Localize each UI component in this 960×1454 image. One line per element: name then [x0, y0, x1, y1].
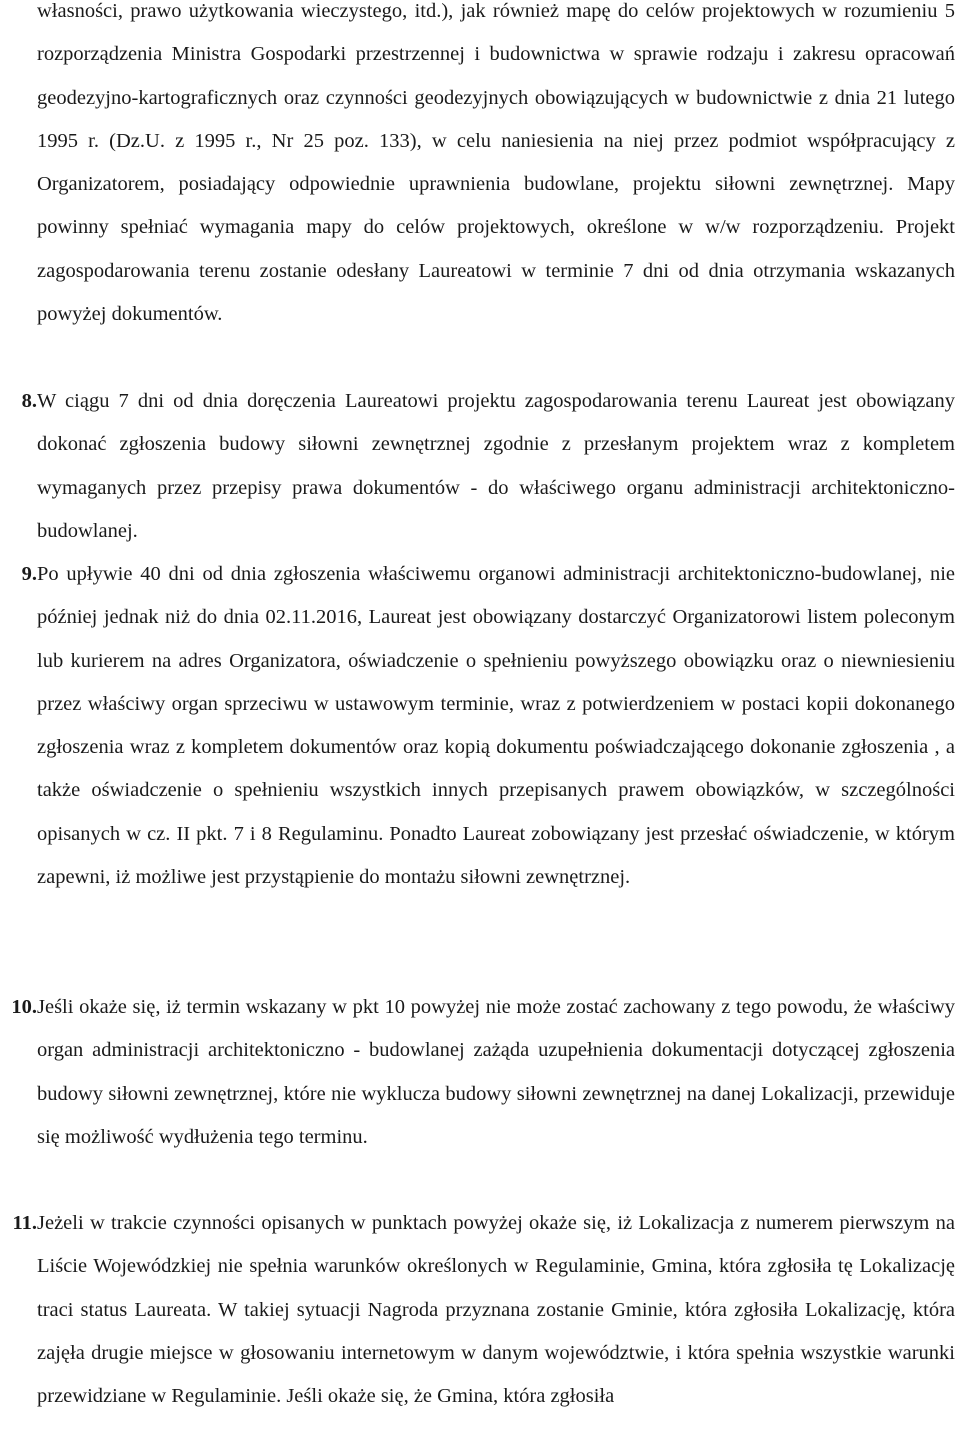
- list-item-11: [0, 1202, 955, 1418]
- list-item-8: [0, 380, 955, 553]
- item-text: Jeżeli w trakcie czynności opisanych w punktach powyżej okaże się, iż Lokalizacja z numerem pierwszym na Liście Wojewódzkiej nie spełnia warunków określonych w Regulaminie, Gmina, która zgłosiła tę Lokalizację traci status Laureata. W takiej sytuacji Nagroda przyznana zostanie Gminie, która zgłosiła Lokalizację, która zajęła drugie miejsce w głosowaniu internetowym w danym województwie, i która spełnia wszystkie warunki przewidziane w Regulaminie. Jeśli okaże się, że Gmina, która zgłosiła: [37, 1212, 955, 1408]
- list-item-9: [0, 553, 955, 899]
- item-number: 8.: [21, 390, 37, 412]
- item-text: Po upływie 40 dni od dnia zgłoszenia właściwemu organowi administracji architektoniczno-budowlanej, nie później jednak niż do dnia 02.11.2016, Laureat jest obowiązany dostarczyć Organizatorowi listem poleconym lub kurierem na adres Organizatora, oświadczenie o spełnieniu powyższego obowiązku oraz o niewniesieniu przez właściwy organ sprzeciwu w ustawowym terminie, wraz z potwierdzeniem w postaci kopii dokonanego zgłoszenia wraz z kompletem dokumentów oraz kopią dokumentu poświadczającego dokonanie zgłoszenia , a także oświadczenie o spełnieniu wszystkich innych przepisanych prawem obowiązków, w szczególności opisanych w cz. II pkt. 7 i 8 Regulaminu. Ponadto Laureat zobowiązany jest przesłać oświadczenie, w którym zapewni, iż możliwe jest przystąpienie do montażu siłowni zewnętrznej.: [37, 563, 955, 889]
- item-text: W ciągu 7 dni od dnia doręczenia Laureatowi projektu zagospodarowania terenu Laureat jest obowiązany dokonać zgłoszenia budowy siłowni zewnętrznej zgodnie z przesłanym projektem wraz z kompletem wymaganych przez przepisy prawa dokumentów - do właściwego organu administracji architektoniczno-budowlanej.: [37, 390, 955, 542]
- continuation-paragraph: własności, prawo użytkowania wieczystego, itd.), jak również mapę do celów projektowych w rozumieniu 5 rozporządzenia Ministra Gospodarki przestrzennej i budownictwa w sprawie rodzaju i zakresu opracowań geodezyjno-kartograficznych oraz czynności geodezyjnych obowiązujących w budownictwie z dnia 21 lutego 1995 r. (Dz.U. z 1995 r., Nr 25 poz. 133), w celu naniesienia na niej przez podmiot współpracujący z Organizatorem, posiadający odpowiednie uprawnienia budowlane, projektu siłowni zewnętrznej. Mapy powinny spełniać wymagania mapy do celów projektowych, określone w w/w rozporządzeniu. Projekt zagospodarowania terenu zostanie odesłany Laureatowi w terminie 7 dni od dnia otrzymania wskazanych powyżej dokumentów.: [37, 0, 955, 326]
- item-number: 9.: [21, 563, 37, 585]
- item-number: 11.: [12, 1212, 37, 1234]
- item-text: Jeśli okaże się, iż termin wskazany w pkt 10 powyżej nie może zostać zachowany z tego powodu, że właściwy organ administracji architektoniczno - budowlanej zażąda uzupełnienia dokumentacji dotyczącej zgłoszenia budowy siłowni zewnętrznej, które nie wyklucza budowy siłowni zewnętrznej na danej Lokalizacji, przewiduje się możliwość wydłużenia tego terminu.: [37, 996, 955, 1148]
- list-item-10: [0, 986, 955, 1159]
- item-number: 10.: [11, 996, 37, 1018]
